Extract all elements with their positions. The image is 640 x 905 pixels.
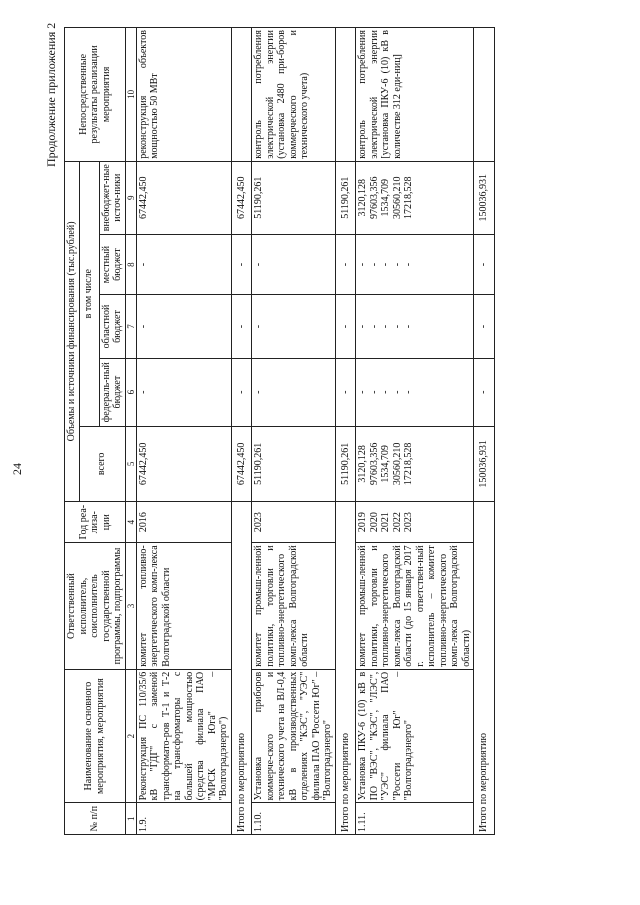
total-cell-value: 51190,261 (253, 442, 265, 485)
total-cell (136, 426, 231, 501)
federal-cell-value: - (380, 390, 392, 394)
local-cell-value: - (391, 262, 403, 267)
column-index: 8 (125, 234, 136, 295)
measure-name: Реконструкция ПС 110/35/6 кВ "ГДГ" с заменой трансформато-ров Т-1 и Т-2 на трансформаторы с большей мощностью (средства филиала ПАО "МРСК Юга" – "Волгоградэнерго") (136, 669, 231, 803)
subtotal-regional: - (335, 295, 356, 358)
responsible-executor: комитет топливно-энергетического комп-лекса Волгоградской области (136, 543, 231, 669)
column-index-row (125, 28, 136, 835)
table-row (252, 28, 336, 835)
offbudget-cell-value: 17218,528 (403, 176, 415, 219)
regional-cell-value: - (380, 324, 392, 329)
federal-cell-value: - (253, 390, 265, 394)
regional-cell-value: - (368, 324, 380, 329)
row-number: 1.10. (252, 803, 336, 835)
year-cell (356, 502, 474, 543)
year-cell-value: 2021 (380, 512, 392, 533)
regional-cell-value: - (391, 324, 403, 329)
total-cell-value: 3120,128 (357, 445, 369, 483)
subtotal-total: 67442,450 (231, 426, 252, 501)
total-cell-value: 30560,210 (391, 442, 403, 486)
subtotal-offbudget: 150036,931 (474, 161, 495, 234)
header-local: местный бюджет (99, 234, 125, 295)
local-cell-value: - (357, 262, 369, 267)
subtotal-total: 150036,931 (474, 426, 495, 501)
column-index: 9 (125, 161, 136, 234)
table-body (136, 28, 494, 835)
local-cell-value: - (368, 262, 380, 267)
subtotal-total: 51190,261 (335, 426, 356, 501)
federal-cell (136, 358, 231, 426)
header-year: Год реа-лиза-ции (65, 502, 126, 543)
offbudget-cell-value: 51190,261 (253, 176, 265, 219)
column-index: 4 (125, 502, 136, 543)
year-cell-value: 2019 (357, 512, 369, 533)
offbudget-cell-value: 30560,210 (391, 176, 403, 219)
header-finance: Объемы и источники финансирования (тыс.рублей) (65, 161, 80, 501)
results-cell: контроль потребления электрической энергии (установка 2480 при-боров коммерческого и технического учета) (252, 28, 336, 162)
measure-name: Установка приборов коммерче-ского и технического учета на ВЛ-0,4 кВ в производственных отделениях "КЭС", "УЭС" филиала ПАО "Россети Юг" – "Волгоградэнерго" (252, 669, 336, 803)
federal-cell-value: - (368, 390, 380, 394)
program-table (64, 27, 495, 835)
total-cell-value: 1534,709 (380, 445, 392, 483)
offbudget-cell (356, 161, 474, 234)
regional-cell (356, 295, 474, 358)
results-cell: контроль потребления электрической энергии [установка ПКУ-6 (10) кВ в количестве 312 еди-ниц] (356, 28, 474, 162)
subtotal-federal: - (335, 358, 356, 426)
column-index: 6 (125, 358, 136, 426)
subtotal-label: Итого по мероприятию (231, 502, 252, 835)
measure-name: Установка ПКУ-6 (10) кВ в ПО "ВЭС", "КЭС", "ЛЭС", "УЭС" филиала ПАО "Россети Юг" – "Волгоградэнерго" (356, 669, 474, 803)
subtotal-local: - (231, 234, 252, 295)
regional-cell-value: - (137, 324, 149, 329)
subtotal-regional: - (474, 295, 495, 358)
header-num: № п/п (65, 803, 126, 835)
regional-cell-value: - (403, 324, 415, 329)
header-regional: областной бюджет (99, 295, 125, 358)
column-index: 10 (125, 28, 136, 162)
subtotal-label: Итого по мероприятию (474, 502, 495, 835)
local-cell (136, 234, 231, 295)
total-cell-value: 97603,356 (368, 442, 380, 486)
table-row (136, 28, 231, 835)
year-cell (252, 502, 336, 543)
responsible-executor: комитет промыш-ленной политики, торговли и топливно-энергетического комп-лекса Волгоградской области (252, 543, 336, 669)
local-cell-value: - (253, 262, 265, 267)
subtotal-results-empty (474, 28, 495, 162)
offbudget-cell-value: 67442,450 (137, 176, 149, 219)
year-cell (136, 502, 231, 543)
year-cell-value: 2022 (391, 512, 403, 533)
local-cell-value: - (403, 262, 415, 267)
responsible-executor: комитет промыш-ленной политики, торговли и топливно-энергетического комп-лекса Волгоградской области (до 15 января 2017 г. ответствен-ный исполнитель – комитет топливно-энергетического комп-лекса Волгоградской области) (356, 543, 474, 669)
continuation-label: Продолжение приложения 2 (44, 22, 58, 167)
row-number: 1.11. (356, 803, 474, 835)
subtotal-federal: - (231, 358, 252, 426)
year-cell-value: 2016 (137, 512, 149, 533)
regional-cell (136, 295, 231, 358)
regional-cell (252, 295, 336, 358)
header-including: в том числе (79, 161, 99, 426)
header-offbudget: внебюджет-ные источ-ники (99, 161, 125, 234)
subtotal-results-empty (335, 28, 356, 162)
header-responsible: Ответственный исполнитель, соисполнитель государственной программы, подпрограммы (65, 543, 126, 669)
total-cell-value: 67442,450 (137, 442, 149, 486)
results-cell: реконструкция объектов мощностью 50 МВт (136, 28, 231, 162)
column-index: 1 (125, 803, 136, 835)
subtotal-results-empty (231, 28, 252, 162)
subtotal-label: Итого по мероприятию (335, 502, 356, 835)
subtotal-local: - (474, 234, 495, 295)
federal-cell-value: - (391, 390, 403, 394)
local-cell (356, 234, 474, 295)
row-number: 1.9. (136, 803, 231, 835)
year-cell-value: 2023 (403, 512, 415, 533)
column-index: 5 (125, 426, 136, 501)
subtotal-row (335, 28, 356, 835)
subtotal-local: - (335, 234, 356, 295)
offbudget-cell-value: 1534,709 (380, 178, 392, 217)
rotated-sheet (0, 5, 640, 905)
offbudget-cell (136, 161, 231, 234)
header-total: всего (79, 426, 125, 501)
regional-cell-value: - (357, 324, 369, 329)
column-index: 3 (125, 543, 136, 669)
column-index: 2 (125, 669, 136, 803)
column-index: 7 (125, 295, 136, 358)
local-cell-value: - (380, 262, 392, 267)
federal-cell-value: - (357, 390, 369, 394)
header-name: Наименование основного мероприятия, мероприятия (65, 669, 126, 803)
page-number: 24 (10, 463, 24, 475)
offbudget-cell-value: 3120,128 (357, 178, 369, 217)
offbudget-cell-value: 97603,356 (368, 176, 380, 219)
subtotal-row (231, 28, 252, 835)
total-cell-value: 17218,528 (403, 442, 415, 486)
header-federal: федераль-ный бюджет (99, 358, 125, 426)
subtotal-federal: - (474, 358, 495, 426)
header-results: Непосредственные результаты реализации мероприятия (65, 28, 126, 162)
subtotal-regional: - (231, 295, 252, 358)
regional-cell-value: - (253, 324, 265, 329)
offbudget-cell (252, 161, 336, 234)
local-cell-value: - (137, 262, 149, 267)
federal-cell-value: - (137, 390, 149, 394)
table-row (356, 28, 474, 835)
federal-cell (252, 358, 336, 426)
year-cell-value: 2020 (368, 512, 380, 533)
year-cell-value: 2023 (253, 512, 265, 533)
total-cell (252, 426, 336, 501)
federal-cell (356, 358, 474, 426)
subtotal-offbudget: 51190,261 (335, 161, 356, 234)
total-cell (356, 426, 474, 501)
subtotal-offbudget: 67442,450 (231, 161, 252, 234)
subtotal-row (474, 28, 495, 835)
local-cell (252, 234, 336, 295)
federal-cell-value: - (403, 390, 415, 394)
